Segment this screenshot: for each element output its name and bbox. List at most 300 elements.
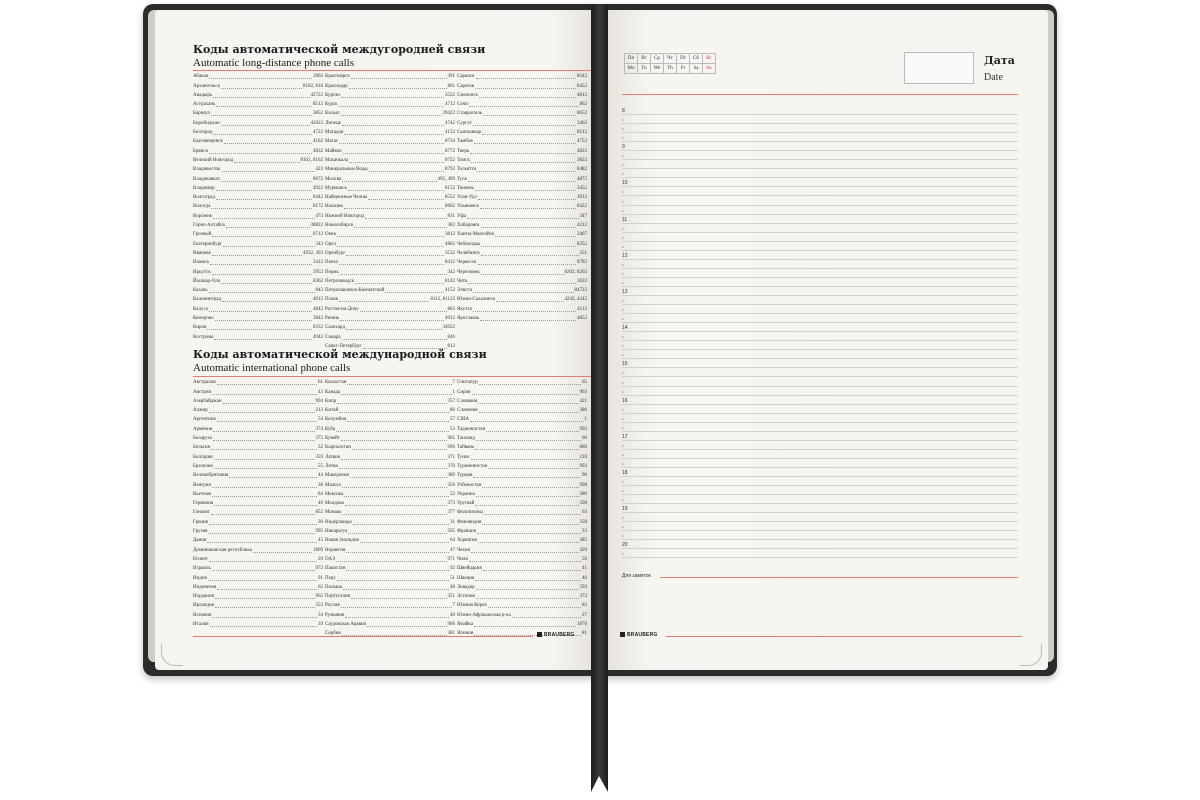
notes-rule: [660, 577, 1018, 578]
code-entry: [325, 490, 455, 499]
schedule-line[interactable]: [622, 386, 1018, 387]
code-entry-name: Кострома: [193, 334, 214, 340]
leader-dots: [253, 552, 312, 553]
code-entry-code: 7: [452, 380, 455, 386]
leader-dots: [349, 88, 447, 89]
left-page: [155, 10, 595, 670]
schedule-line[interactable]: [622, 214, 1018, 215]
leader-dots: [344, 134, 444, 135]
code-entry-name: Узбекистан: [457, 482, 482, 488]
schedule-line[interactable]: [622, 404, 1018, 405]
hour-label: 15: [622, 361, 628, 368]
leader-dots: [475, 580, 581, 581]
code-entry-code: 4162: [313, 139, 323, 145]
code-entry-name: Мальта: [325, 482, 341, 488]
code-entry-name: Норвегия: [325, 547, 346, 553]
code-entry: [457, 434, 587, 443]
leader-dots: [209, 153, 312, 154]
hour-label: 17: [622, 433, 628, 440]
code-entry-code: 3022: [577, 278, 587, 284]
schedule-line[interactable]: [622, 186, 1018, 187]
schedule-line[interactable]: [622, 358, 1018, 359]
half-hour-dot: •: [622, 488, 624, 494]
schedule-line[interactable]: [622, 259, 1018, 260]
schedule-line[interactable]: [622, 322, 1018, 323]
code-entry-code: 213: [315, 408, 323, 414]
schedule-line[interactable]: [622, 467, 1018, 468]
schedule-line[interactable]: [622, 539, 1018, 540]
schedule-line[interactable]: [622, 458, 1018, 459]
code-entry-code: 4862: [445, 241, 455, 247]
schedule-line[interactable]: [622, 413, 1018, 414]
right-footer-rule: [666, 636, 1022, 637]
schedule-line[interactable]: [622, 503, 1018, 504]
weekday-en[interactable]: Su: [703, 64, 716, 74]
code-entry-code: 3532: [445, 250, 455, 256]
code-entry-name: Саудовская Аравия: [325, 622, 366, 628]
leader-dots: [212, 394, 317, 395]
leader-dots: [337, 403, 446, 404]
code-entry-code: 49: [318, 501, 323, 507]
schedule-line[interactable]: [622, 205, 1018, 206]
weekday-en[interactable]: Th: [664, 64, 677, 74]
weekday-row-en: [625, 64, 716, 74]
code-entry-name: Туркменистан: [457, 463, 488, 469]
schedule-line[interactable]: [622, 349, 1018, 350]
code-entry: [193, 610, 323, 619]
half-hour-dot: •: [622, 207, 624, 213]
code-entry-code: 994: [315, 398, 323, 404]
code-entry: [193, 378, 323, 387]
weekday-ru[interactable]: Ср: [651, 54, 664, 64]
code-entry-name: Саранск: [457, 74, 475, 80]
schedule-line[interactable]: [622, 512, 1018, 513]
code-entry-name: Махачкала: [325, 157, 348, 163]
leader-dots: [473, 292, 573, 293]
code-entry: [325, 267, 455, 276]
right-brand-text: BRAUBERG: [627, 632, 658, 638]
leader-dots: [483, 570, 581, 571]
code-entry-code: 4112: [577, 306, 587, 312]
code-entry-name: Швеция: [457, 575, 475, 581]
code-entry-name: Ростов-на-Дону: [325, 306, 359, 312]
leader-dots: [478, 199, 576, 200]
code-entry-name: США: [457, 417, 469, 423]
code-entry: [193, 239, 323, 248]
code-entry-code: 8342: [577, 74, 587, 80]
code-entry: [457, 452, 587, 461]
code-entry-name: Москва: [325, 176, 342, 182]
leader-dots: [486, 431, 578, 432]
schedule-line[interactable]: [622, 422, 1018, 423]
code-entry: [325, 118, 455, 127]
leader-dots: [495, 236, 576, 237]
code-entry: [325, 620, 455, 629]
half-hour-dot: •: [622, 126, 624, 132]
code-entry-code: 4242, 4242: [564, 297, 587, 303]
code-entry-code: 4752: [577, 139, 587, 145]
code-entry: [457, 91, 587, 100]
code-entry-code: 4712: [445, 102, 455, 108]
code-entry: [325, 184, 455, 193]
code-entry-name: Чита: [457, 278, 468, 284]
code-entry: [325, 592, 455, 601]
half-hour-dot: •: [622, 497, 624, 503]
hour-label: 11: [622, 216, 628, 223]
schedule-line[interactable]: [622, 367, 1018, 368]
code-entry-name: Тамбов: [457, 139, 473, 145]
weekday-ru[interactable]: Сб: [690, 54, 703, 64]
code-entry-code: 86: [450, 408, 455, 414]
weekday-en[interactable]: Sa: [690, 64, 703, 74]
code-entry-name: Перу: [325, 575, 336, 581]
code-entry-code: 31: [450, 519, 455, 525]
code-entry: [325, 323, 455, 332]
code-entry: [193, 277, 323, 286]
date-input-box[interactable]: [904, 52, 974, 84]
half-hour-dot: •: [622, 415, 624, 421]
leader-dots: [214, 505, 317, 506]
half-hour-dot: •: [622, 343, 624, 349]
leader-dots: [475, 505, 578, 506]
leader-dots: [344, 496, 449, 497]
code-entry-code: 1: [584, 417, 587, 423]
code-entry: [193, 452, 323, 461]
code-entry-code: 4742: [445, 120, 455, 126]
code-entry-name: Элиста: [457, 288, 473, 294]
schedule-line[interactable]: [622, 340, 1018, 341]
half-hour-dot: •: [622, 270, 624, 276]
leader-dots: [337, 580, 449, 581]
code-entry: [325, 406, 455, 415]
leader-dots: [212, 487, 317, 488]
code-entry: [193, 249, 323, 258]
code-entry-name: Хабаровск: [457, 223, 480, 229]
code-entry: [457, 193, 587, 202]
leader-dots: [479, 412, 579, 413]
code-entry-name: Мексика: [325, 491, 344, 497]
half-hour-dot: •: [622, 298, 624, 304]
code-entry-code: 380: [579, 491, 587, 497]
code-entry-name: Орел: [325, 241, 336, 247]
half-hour-dot: •: [622, 162, 624, 168]
schedule-line[interactable]: [622, 476, 1018, 477]
code-entry-code: 1: [452, 389, 455, 395]
leader-dots: [353, 524, 449, 525]
code-entry-name: Магадан: [325, 130, 344, 136]
leader-dots: [488, 607, 581, 608]
code-entry: [193, 109, 323, 118]
schedule-line[interactable]: [622, 159, 1018, 160]
code-entry-code: 389: [447, 473, 455, 479]
code-entry-name: Минеральные Воды: [325, 167, 368, 173]
code-entry-name: Кемерово: [193, 316, 214, 322]
code-entry-code: 473: [315, 213, 323, 219]
code-entry-code: 8162, 8162: [300, 157, 323, 163]
date-header-rule: [622, 94, 1018, 95]
schedule-line[interactable]: [622, 304, 1018, 305]
date-label-en: Date: [984, 72, 1003, 83]
code-entry-name: Оренбург: [325, 250, 346, 256]
code-entry: [193, 499, 323, 508]
code-entry-name: Самара: [325, 334, 341, 340]
leader-dots: [216, 106, 312, 107]
leader-dots: [341, 440, 447, 441]
leader-dots: [342, 181, 436, 182]
leader-dots: [209, 292, 315, 293]
code-entry-code: 39: [318, 622, 323, 628]
code-entry-name: Куба: [325, 426, 336, 432]
code-entry-name: Курган: [325, 92, 340, 98]
schedule-line[interactable]: [622, 223, 1018, 224]
code-entry-name: Болгария: [193, 454, 213, 460]
code-entry-name: Воронеж: [193, 213, 213, 219]
section1-title: Коды автоматической междугородней связи: [193, 43, 486, 56]
code-entry-code: 996: [447, 445, 455, 451]
section1-col-2: [325, 72, 455, 351]
half-hour-dot: •: [622, 261, 624, 267]
code-entry-name: Беларусь: [193, 436, 213, 442]
code-entry-code: 65: [582, 380, 587, 386]
code-entry-code: 4932, 493: [303, 250, 323, 256]
leader-dots: [351, 78, 447, 79]
code-entry-code: 8362: [313, 278, 323, 284]
half-hour-dot: •: [622, 307, 624, 313]
leader-dots: [341, 459, 446, 460]
code-entry: [457, 184, 587, 193]
code-entry: [193, 573, 323, 582]
left-brand-text: BRAUBERG: [544, 632, 575, 638]
schedule-line[interactable]: [622, 295, 1018, 296]
code-entry-name: Пермь: [325, 269, 339, 275]
code-entry-code: 812: [447, 343, 455, 349]
code-entry: [193, 221, 323, 230]
weekday-en[interactable]: Tu: [638, 64, 651, 74]
half-hour-dot: •: [622, 153, 624, 159]
schedule-line[interactable]: [622, 250, 1018, 251]
leader-dots: [367, 626, 447, 627]
code-entry-code: 3952: [313, 269, 323, 275]
schedule-line[interactable]: [622, 521, 1018, 522]
code-entry: [457, 527, 587, 536]
code-entry: [457, 564, 587, 573]
schedule-line[interactable]: [622, 232, 1018, 233]
leader-dots: [207, 329, 312, 330]
leader-dots: [475, 88, 576, 89]
code-entry-code: 3467: [577, 232, 587, 238]
section1-col-1: [193, 72, 323, 342]
code-entry-code: 8112, 81122: [430, 297, 455, 303]
schedule-line[interactable]: [622, 431, 1018, 432]
schedule-line[interactable]: [622, 277, 1018, 278]
code-entry-code: 42722: [310, 92, 323, 98]
leader-dots: [339, 143, 444, 144]
code-entry-code: 53: [450, 426, 455, 432]
leader-dots: [469, 561, 581, 562]
code-entry-name: Аргентина: [193, 417, 216, 423]
code-entry: [325, 601, 455, 610]
leader-dots: [342, 487, 447, 488]
code-entry: [193, 137, 323, 146]
leader-dots: [482, 524, 578, 525]
weekday-en[interactable]: We: [651, 64, 664, 74]
code-entry-code: 90: [582, 473, 587, 479]
code-entry-name: Таиланд: [457, 436, 475, 442]
schedule-line[interactable]: [622, 395, 1018, 396]
code-entry: [325, 239, 455, 248]
code-entry-code: 42622: [310, 120, 323, 126]
section2-title: Коды автоматической международной связи: [193, 348, 487, 361]
half-hour-dot: •: [622, 424, 624, 430]
code-entry-name: Петропавловск-Камчатский: [325, 288, 385, 294]
code-entry-code: 373: [447, 501, 455, 507]
code-entry-name: Доминиканская республика: [193, 547, 252, 553]
weekday-ru[interactable]: Пт: [677, 54, 690, 64]
schedule-line[interactable]: [622, 557, 1018, 558]
code-entry-name: Новосибирск: [325, 223, 354, 229]
code-entry-code: 8782: [577, 260, 587, 266]
schedule-line[interactable]: [622, 485, 1018, 486]
leader-dots: [345, 505, 447, 506]
leader-dots: [212, 496, 317, 497]
schedule-line[interactable]: [622, 168, 1018, 169]
code-entry: [457, 314, 587, 323]
half-hour-dot: •: [622, 243, 624, 249]
leader-dots: [478, 542, 579, 543]
code-entry-code: 8332: [313, 325, 323, 331]
code-entry-code: 82: [582, 603, 587, 609]
code-entry-code: 3852: [313, 111, 323, 117]
code-entry: [193, 601, 323, 610]
leader-dots: [214, 468, 317, 469]
code-entry-code: 843: [315, 288, 323, 294]
code-entry-code: 846: [447, 334, 455, 340]
code-entry-code: 375: [315, 436, 323, 442]
code-entry-name: Колумбия: [325, 417, 347, 423]
leader-dots: [212, 570, 315, 571]
code-entry-code: 4812: [577, 92, 587, 98]
code-entry-name: Салехард: [325, 325, 345, 331]
schedule-line[interactable]: [622, 132, 1018, 133]
leader-dots: [468, 181, 576, 182]
code-entry-code: 353: [315, 603, 323, 609]
code-entry-code: 44: [318, 473, 323, 479]
code-entry: [325, 564, 455, 573]
leader-dots: [481, 274, 564, 275]
weekday-ru[interactable]: Вс: [703, 54, 716, 64]
code-entry-name: Кыргызстан: [325, 445, 351, 451]
code-entry-name: Омск: [325, 232, 337, 238]
code-entry-name: Иордания: [193, 594, 214, 600]
schedule-line[interactable]: [622, 268, 1018, 269]
code-entry-name: Польша: [325, 584, 342, 590]
code-entry-name: Калининград: [193, 297, 222, 303]
code-entry-name: Сербия: [325, 631, 341, 637]
code-entry-code: 34922: [442, 325, 455, 331]
code-entry: [193, 286, 323, 295]
leader-dots: [224, 143, 312, 144]
code-entry: [457, 230, 587, 239]
leader-dots: [344, 208, 444, 209]
half-hour-dot: •: [622, 479, 624, 485]
code-entry-code: 3522: [445, 92, 455, 98]
schedule-line[interactable]: [622, 440, 1018, 441]
code-entry-name: Венгрия: [193, 482, 211, 488]
bookmark-ribbon[interactable]: [591, 4, 608, 792]
weekday-en[interactable]: Fr: [677, 64, 690, 74]
schedule-line[interactable]: [622, 286, 1018, 287]
schedule-line[interactable]: [622, 195, 1018, 196]
schedule-line[interactable]: [622, 241, 1018, 242]
weekday-en[interactable]: Mo: [625, 64, 638, 74]
code-entry-code: 4842: [313, 306, 323, 312]
leader-dots: [484, 514, 581, 515]
leader-dots: [210, 264, 312, 265]
leader-dots: [467, 218, 579, 219]
schedule-line[interactable]: [622, 123, 1018, 124]
weekday-ru[interactable]: Чт: [664, 54, 677, 64]
schedule-line[interactable]: [622, 548, 1018, 549]
schedule-line[interactable]: [622, 150, 1018, 151]
schedule-line[interactable]: [622, 376, 1018, 377]
schedule-line[interactable]: [622, 177, 1018, 178]
code-entry: [457, 583, 587, 592]
schedule-line[interactable]: [622, 331, 1018, 332]
code-entry: [457, 211, 587, 220]
code-entry-name: Пакистан: [325, 566, 346, 572]
code-entry-code: 995: [315, 529, 323, 535]
code-entry-name: Россия: [325, 603, 340, 609]
code-entry: [457, 378, 587, 387]
code-entry-name: Уругвай: [457, 501, 475, 507]
schedule-line[interactable]: [622, 530, 1018, 531]
code-entry-name: Литва: [325, 463, 338, 469]
code-entry-code: 381: [447, 631, 455, 637]
leader-dots: [480, 320, 576, 321]
leader-dots: [221, 88, 302, 89]
code-entry-name: Румыния: [325, 612, 345, 618]
code-entry: [325, 462, 455, 471]
schedule-line[interactable]: [622, 114, 1018, 115]
code-entry: [325, 415, 455, 424]
code-entry-code: 52: [450, 491, 455, 497]
leader-dots: [213, 97, 309, 98]
leader-dots: [221, 125, 310, 126]
code-entry: [457, 536, 587, 545]
left-corner-pocket: [161, 644, 183, 666]
code-entry-name: Грозный: [193, 232, 212, 238]
code-entry-name: Псков: [325, 297, 338, 303]
schedule-line[interactable]: [622, 141, 1018, 142]
code-entry-code: 386: [579, 408, 587, 414]
weekday-ru[interactable]: Вт: [638, 54, 651, 64]
code-entry: [193, 230, 323, 239]
section2-col-3: [457, 378, 587, 638]
code-entry: [325, 499, 455, 508]
code-entry-name: Австралия: [193, 380, 216, 386]
code-entry: [193, 128, 323, 137]
weekday-ru[interactable]: Пн: [625, 54, 638, 64]
schedule-line[interactable]: [622, 313, 1018, 314]
code-entry: [193, 397, 323, 406]
code-entry-code: 7: [452, 603, 455, 609]
code-entry-name: Эстония: [457, 594, 475, 600]
leader-dots: [215, 607, 315, 608]
schedule-line[interactable]: [622, 494, 1018, 495]
schedule-line[interactable]: [622, 449, 1018, 450]
code-entry-code: 8352: [577, 241, 587, 247]
code-entry-name: Словения: [457, 408, 478, 414]
